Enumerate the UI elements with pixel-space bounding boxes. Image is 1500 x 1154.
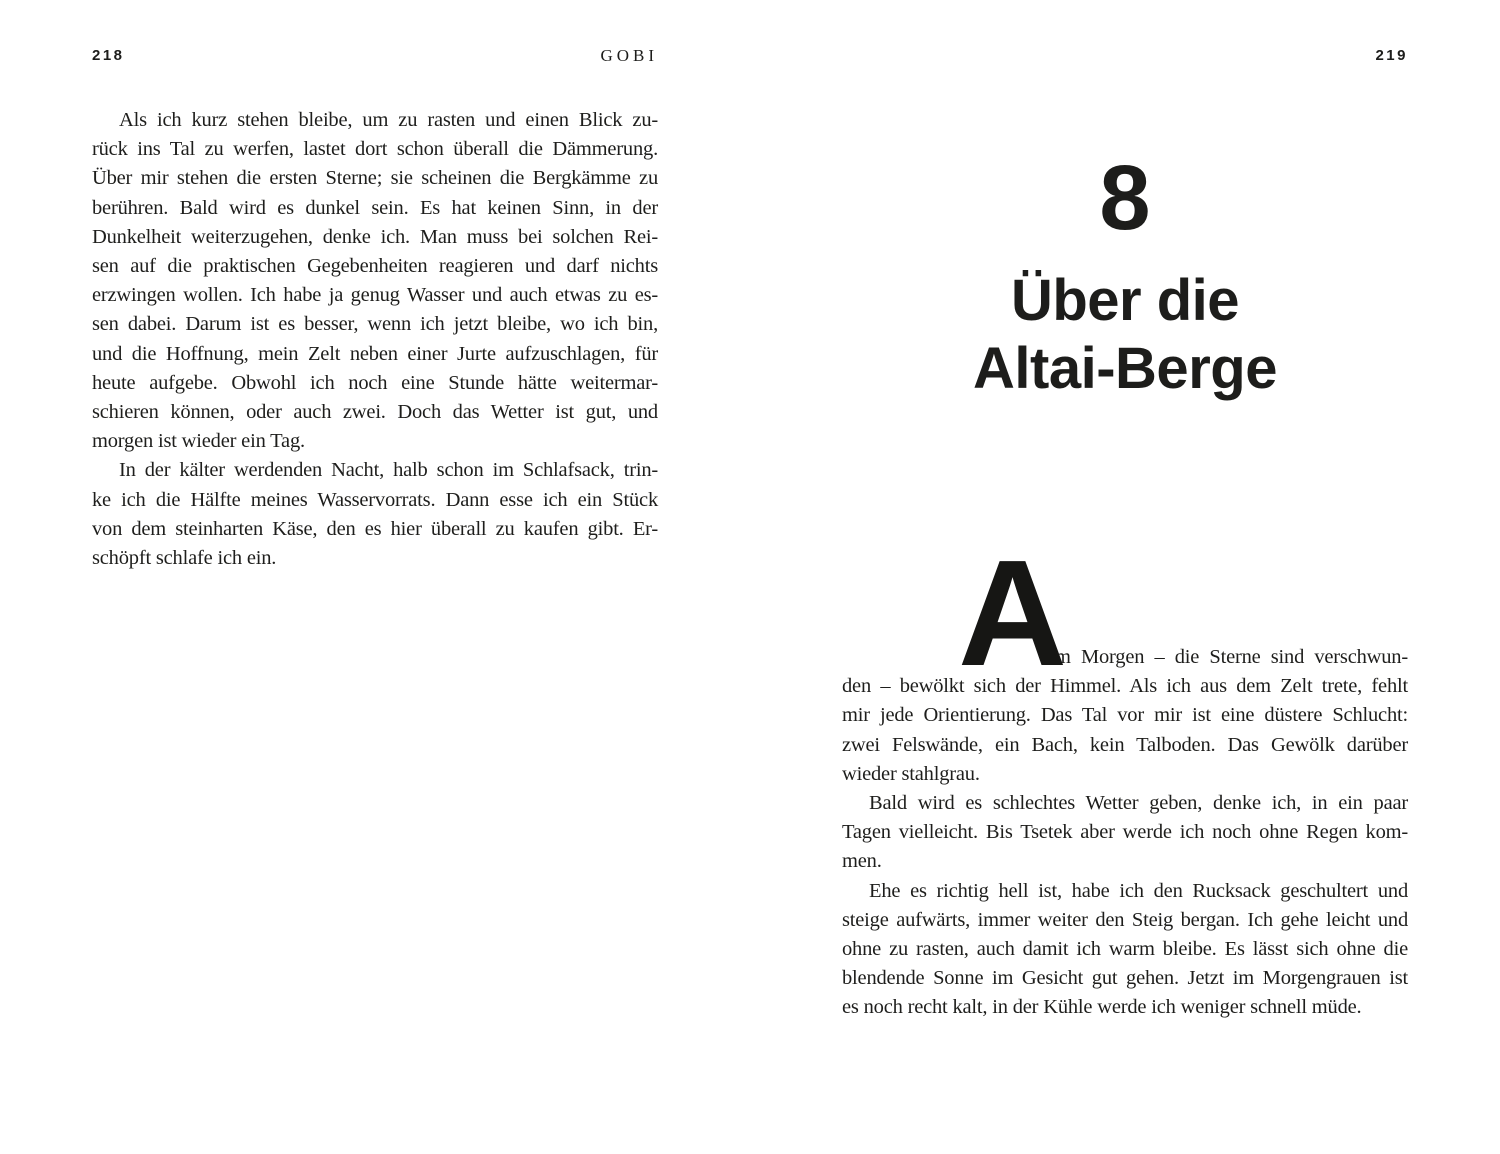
body-line: sen dabei. Darum ist es besser, wenn ich jetzt bleibe, wo ich bin,: [92, 313, 658, 336]
body-text-left: [92, 106, 658, 573]
body-line: blendende Sonne im Gesicht gut gehen. Jetzt im Morgengrauen ist: [842, 967, 1408, 990]
paragraph: [842, 789, 1408, 877]
body-line: men.: [842, 850, 882, 873]
body-text-right: [842, 528, 1408, 1023]
body-line: heute aufgebe. Obwohl ich noch eine Stunde hätte weitermar-: [92, 371, 658, 394]
body-line: Dunkelheit weiterzugehen, denke ich. Man muss bei solchen Rei-: [92, 225, 658, 248]
paragraph: [842, 643, 1408, 789]
chapter-title-line-2: Altai-Berge: [973, 336, 1277, 401]
body-line: Ehe es richtig hell ist, habe ich den Rucksack geschultert und: [869, 879, 1408, 902]
body-line: sen auf die praktischen Gegebenheiten reagieren und darf nichts: [92, 255, 658, 278]
body-line: berühren. Bald wird es dunkel sein. Es hat keinen Sinn, in der: [92, 196, 658, 219]
page-number-left: 218: [92, 47, 125, 64]
paragraph: [842, 877, 1408, 1023]
body-line: morgen ist wieder ein Tag.: [92, 430, 305, 453]
body-line: Bald wird es schlechtes Wetter geben, denke ich, in ein paar: [869, 792, 1408, 815]
body-line: mir jede Orientierung. Das Tal vor mir ist eine düstere Schlucht:: [842, 704, 1408, 727]
body-line: wieder stahlgrau.: [842, 762, 980, 785]
body-line: schieren können, oder auch zwei. Doch das Wetter ist gut, und: [92, 401, 658, 424]
body-line: und die Hoffnung, mein Zelt neben einer Jurte aufzuschlagen, für: [92, 342, 658, 365]
body-line: Als ich kurz stehen bleibe, um zu rasten und einen Blick zu-: [119, 109, 658, 131]
running-head: GOBI: [600, 46, 658, 65]
body-line: rück ins Tal zu werfen, lastet dort schon überall die Dämmerung.: [92, 138, 658, 161]
chapter-number: 8: [1099, 147, 1151, 249]
body-line: In der kälter werdenden Nacht, halb schon im Schlafsack, trin-: [119, 459, 658, 482]
body-line: erzwingen wollen. Ich habe ja genug Wasser und auch etwas zu es-: [92, 284, 658, 307]
paragraph: [92, 106, 658, 456]
page-number-right: 219: [1375, 47, 1408, 64]
chapter-title: [842, 267, 1408, 403]
body-line: m Morgen – die Sterne sind verschwun-: [1055, 646, 1408, 668]
body-line: schöpft schlafe ich ein.: [92, 547, 277, 570]
paragraph: [92, 456, 658, 573]
body-line: es noch recht kalt, in der Kühle werde ich weniger schnell müde.: [842, 996, 1362, 1019]
right-page: [842, 0, 1408, 1154]
body-line: zwei Felswände, ein Bach, kein Talboden. Das Gewölk darüber: [842, 733, 1408, 756]
body-line: ke ich die Hälfte meines Wasservorrats. Dann esse ich ein Stück: [92, 488, 658, 511]
body-line: Über mir stehen die ersten Sterne; sie scheinen die Bergkämme zu: [92, 167, 658, 190]
left-page: [92, 0, 658, 1154]
chapter-title-line-1: Über die: [1010, 268, 1240, 333]
body-line: ohne zu rasten, auch damit ich warm bleibe. Es lässt sich ohne die: [842, 938, 1408, 961]
drop-cap: A: [958, 528, 1068, 697]
body-line: den – bewölkt sich der Himmel. Als ich aus dem Zelt trete, fehlt: [842, 675, 1408, 698]
body-line: Tagen vielleicht. Bis Tsetek aber werde ich noch ohne Regen kom-: [842, 821, 1408, 844]
body-line: von dem steinharten Käse, den es hier überall zu kaufen gibt. Er-: [92, 517, 658, 540]
body-line: steige aufwärts, immer weiter den Steig bergan. Ich gehe leicht und: [842, 908, 1408, 931]
